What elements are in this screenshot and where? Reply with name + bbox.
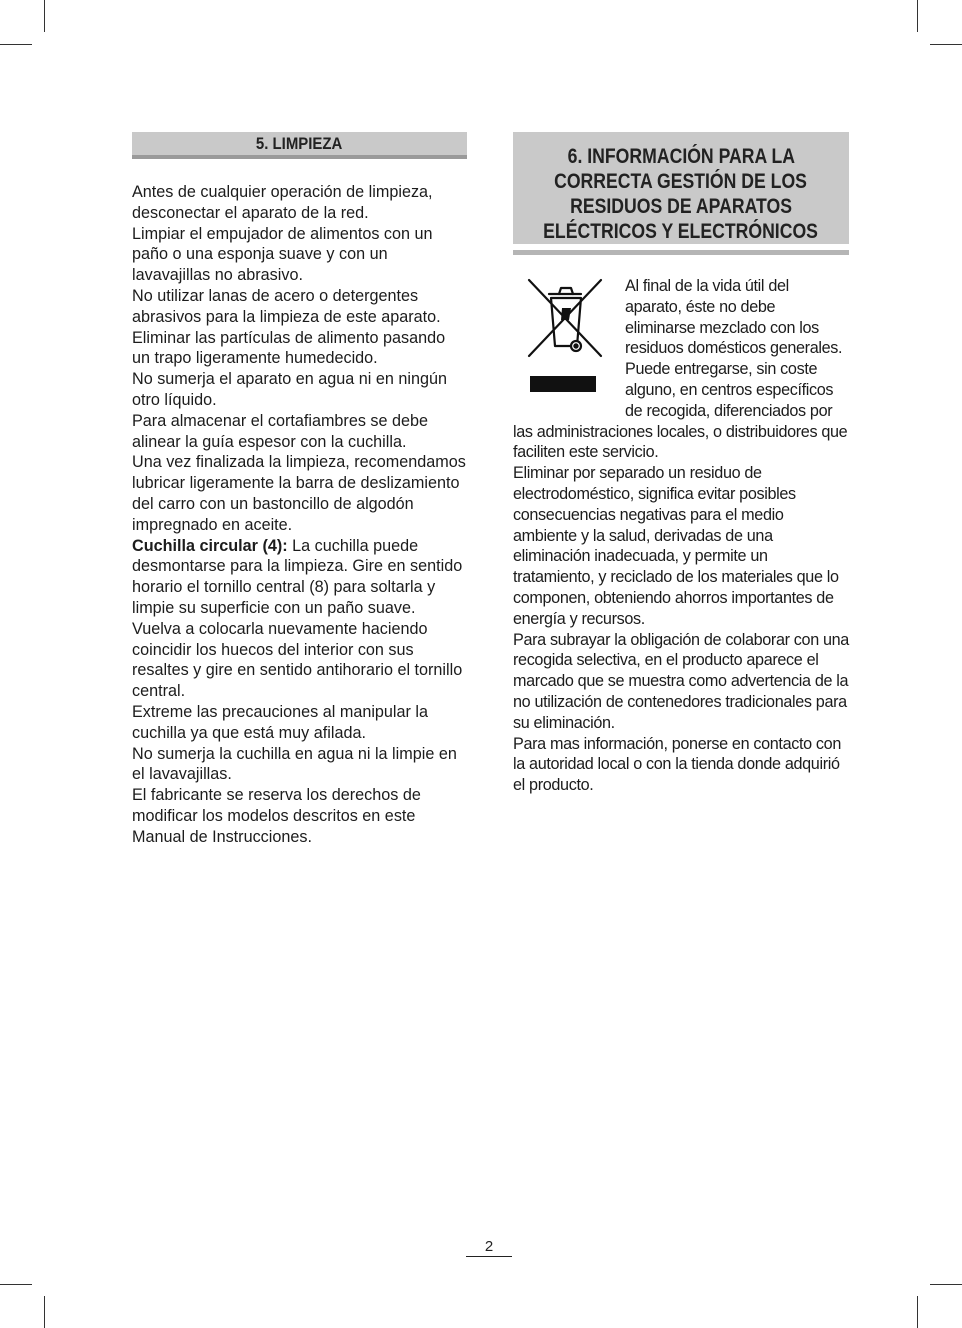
weee-heading-line: RESIDUOS DE APARATOS <box>570 195 792 218</box>
paragraph: Para almacenar el cortafiambres se debe alinear la guía espesor con la cuchilla. <box>132 411 429 451</box>
paragraph: Extreme las precauciones al manipular la cuchilla ya que está muy afilada. <box>132 702 429 742</box>
paragraph: Al final de la vida útil del aparato, éste no debe eliminarse mezclado con los residuos domésticos generales. <box>625 277 843 358</box>
crop-mark <box>44 1296 45 1328</box>
weee-heading-line: CORRECTA GESTIÓN DE LOS <box>554 170 808 193</box>
crossed-bin-icon <box>513 276 613 404</box>
crop-mark <box>930 44 962 45</box>
paragraph: No sumerja el aparato en agua ni en ningún otro líquido. <box>132 370 447 409</box>
blade-label: Cuchilla circular (4): <box>132 536 288 555</box>
paragraph: Eliminar por separado un residuo de electrodoméstico, significa evitar posibles consecuencias negativas para el medio ambiente y la salud, derivadas de una eliminación inadecuada, y permite un tratamiento, y reciclado de los materiales que lo componen, obteniendo ahorros importantes de energía y recursos. <box>513 464 839 628</box>
blade-text: La cuchilla puede desmontarse para la limpieza. Gire en sentido horario el tornillo central (8) para soltarla y limpie su superficie con un paño suave. Vuelva a colocarla nuevamente haciendo coincidir los huecos del interior con sus resaltes y gire en sentido antihorario el tornillo central. <box>132 536 463 701</box>
cleaning-heading: 5. LIMPIEZA <box>256 134 343 153</box>
cleaning-heading-bar <box>132 132 467 159</box>
page-number: 2 <box>466 1238 512 1257</box>
crop-mark <box>917 1296 918 1328</box>
blade-paragraph <box>132 536 467 702</box>
paragraph: Puede entregarse, sin coste alguno, en centros específicos de recogida, diferenciados por las administraciones locales, o distribuidores que faciliten este servicio. <box>513 360 848 462</box>
crop-mark <box>0 1284 32 1285</box>
paragraph: No sumerja la cuchilla en agua ni la limpie en el lavavajillas. <box>132 744 457 784</box>
crop-mark <box>44 0 45 32</box>
paragraph: El fabricante se reserva los derechos de modificar los modelos descritos en este Manual de Instrucciones. <box>132 786 421 846</box>
paragraph: Para mas información, ponerse en contacto con la autoridad local o con la tienda donde adquirió el producto. <box>513 734 841 795</box>
paragraph: Una vez finalizada la limpieza, recomendamos lubricar ligeramente la barra de deslizamiento del carro con un bastoncillo de algodón impregnado en aceite. <box>132 453 466 534</box>
crop-mark <box>917 0 918 32</box>
paragraph: Eliminar las partículas de alimento pasando un trapo ligeramente humedecido. <box>132 328 446 368</box>
paragraph: Para subrayar la obligación de colaborar con una recogida selectiva, en el producto aparece el marcado que se muestra como advertencia de la no utilización de contenedores tradicionales para su eliminación. <box>513 630 849 732</box>
weee-heading-line: 6. INFORMACIÓN PARA LA <box>567 145 795 168</box>
weee-heading-line: ELÉCTRICOS Y ELECTRÓNICOS <box>543 220 819 243</box>
cleaning-body <box>132 182 467 848</box>
weee-body <box>513 276 849 796</box>
weee-section <box>513 132 849 796</box>
paragraph: Antes de cualquier operación de limpieza, desconectar el aparato de la red. <box>132 183 433 222</box>
cleaning-section <box>132 132 467 848</box>
heading-rule <box>513 250 849 255</box>
crop-mark <box>0 44 32 45</box>
paragraph: Limpiar el empujador de alimentos con un paño o una esponja suave y con un lavavajillas no abrasivo. <box>132 224 433 285</box>
crop-mark <box>930 1284 962 1285</box>
weee-heading-bar <box>513 132 849 244</box>
paragraph: No utilizar lanas de acero o detergentes abrasivos para la limpieza de este aparato. <box>132 286 441 326</box>
